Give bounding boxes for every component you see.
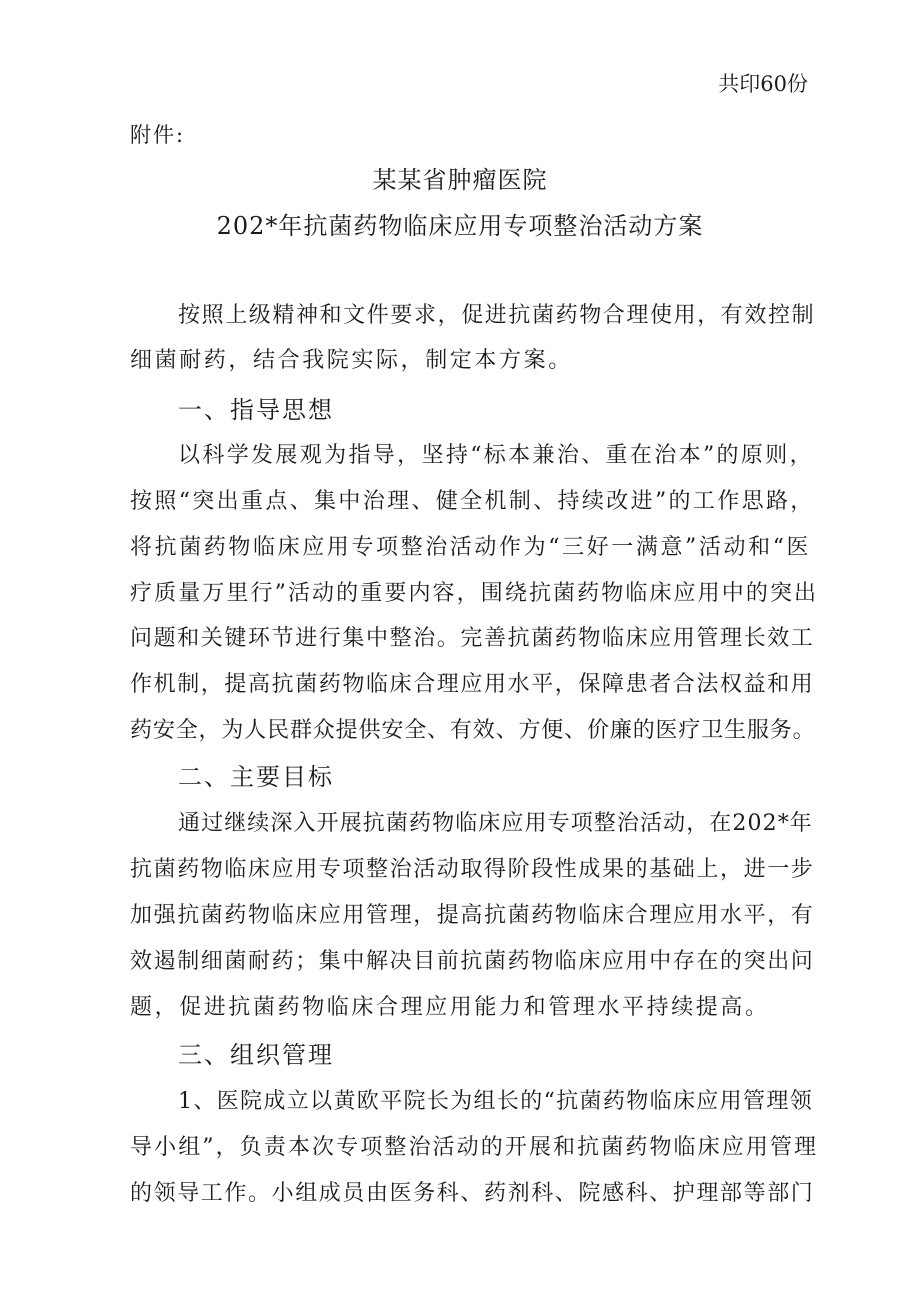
document-title: 202*年抗菌药物临床应用专项整治活动方案 (216, 212, 704, 240)
paragraph-line: 1、医院成立以黄欧平院长为组长的“抗菌药物临床应用管理领 (178, 1089, 814, 1114)
intro-line: 细菌耐药，结合我院实际，制定本方案。 (130, 348, 573, 373)
paragraph-line: 按照“突出重点、集中治理、健全机制、持续改进”的工作思路， (130, 489, 815, 514)
paragraph-line: 将抗菌药物临床应用专项整治活动作为“三好一满意”活动和“医 (130, 535, 812, 560)
section-heading-guiding-thought: 一、指导思想 (178, 396, 334, 424)
paragraph-line: 加强抗菌药物临床应用管理，提高抗菌药物临床合理应用水平，有 (130, 903, 815, 928)
paragraph-line: 以科学发展观为指导，坚持“标本兼治、重在治本”的原则， (178, 443, 814, 468)
paragraph-line: 通过继续深入开展抗菌药物临床应用专项整治活动，在202*年 (178, 811, 813, 836)
section-heading-main-goals: 二、主要目标 (178, 763, 334, 791)
paragraph-line: 抗菌药物临床应用专项整治活动取得阶段性成果的基础上，进一步 (130, 857, 815, 882)
section-heading-organization: 三、组织管理 (178, 1041, 334, 1069)
paragraph-line: 疗质量万里行”活动的重要内容，围绕抗菌药物临床应用中的突出 (130, 581, 819, 606)
intro-line: 按照上级精神和文件要求，促进抗菌药物合理使用，有效控制 (178, 303, 816, 328)
attachment-label: 附件: (130, 123, 186, 147)
paragraph-line: 药安全，为人民群众提供安全、有效、方便、价廉的医疗卫生服务。 (130, 718, 816, 743)
hospital-name: 某某省肿瘤医院 (372, 166, 548, 194)
print-copies-note: 共印60份 (718, 72, 808, 96)
paragraph-line: 导小组”，负责本次专项整治活动的开展和抗菌药物临床应用管理 (130, 1135, 819, 1160)
paragraph-line: 作机制，提高抗菌药物临床合理应用水平，保障患者合法权益和用 (130, 672, 815, 697)
paragraph-line: 效遏制细菌耐药；集中解决目前抗菌药物临床应用中存在的突出问 (130, 949, 815, 974)
paragraph-line: 问题和关键环节进行集中整治。完善抗菌药物临床应用管理长效工 (130, 626, 815, 651)
paragraph-line: 的领导工作。小组成员由医务科、药剂科、院感科、护理部等部门 (130, 1181, 815, 1206)
paragraph-line: 题，促进抗菌药物临床合理应用能力和管理水平持续提高。 (130, 995, 770, 1020)
